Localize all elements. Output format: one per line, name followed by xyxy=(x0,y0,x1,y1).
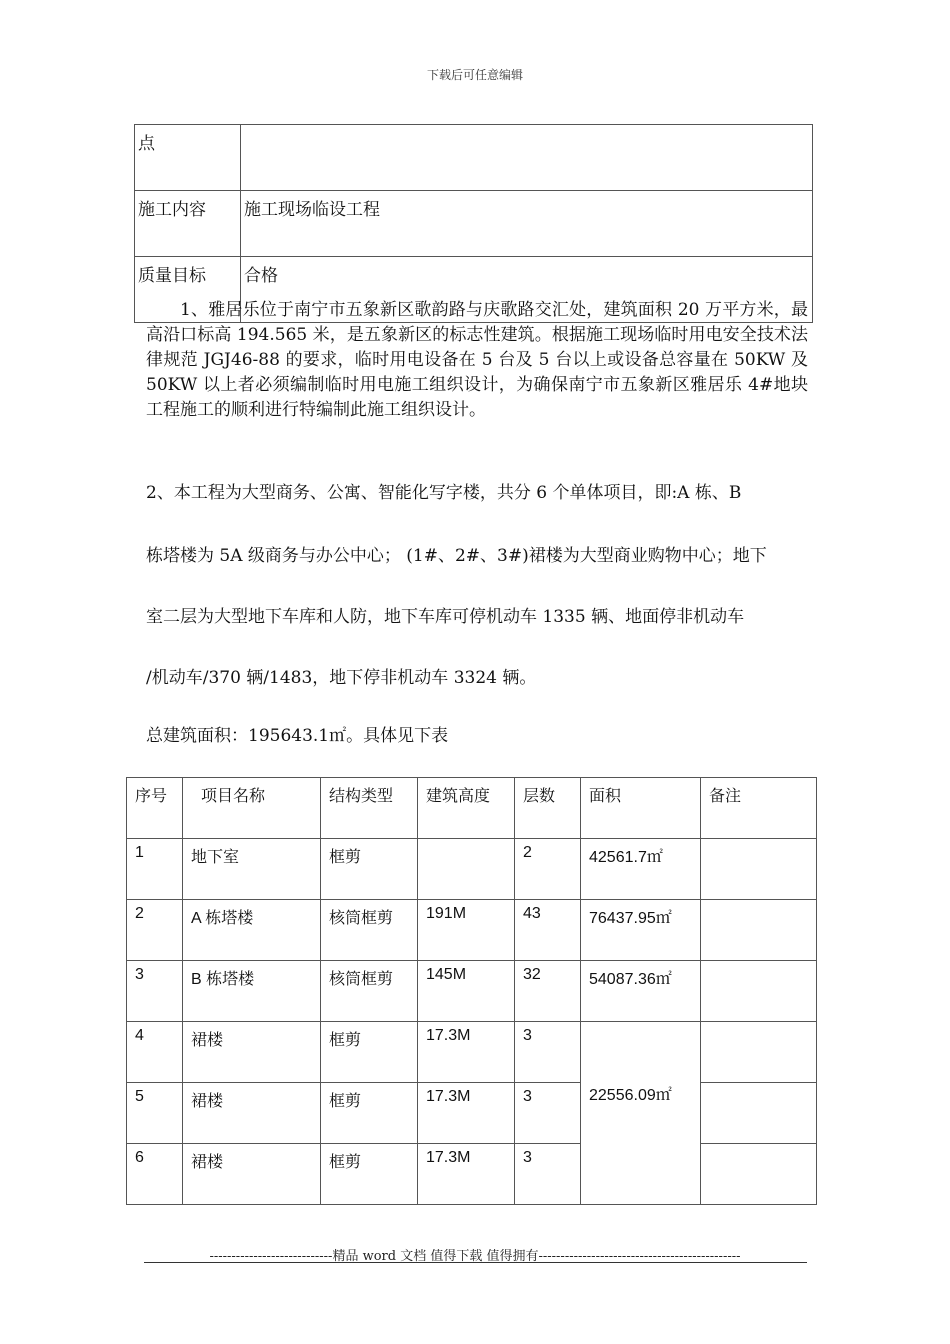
cell-note xyxy=(701,1083,817,1144)
table-row xyxy=(127,900,817,961)
cell-no: 5 xyxy=(127,1083,183,1144)
cell-structure: 框剪 xyxy=(321,1144,418,1205)
paragraph-1: 1、雅居乐位于南宁市五象新区歌韵路与庆歌路交汇处，建筑面积 20 万平方米，最高沿口标高 194.565 米，是五象新区的标志性建筑。根据施工现场临时用电安全技术法律规范 JGJ46-88 的要求，临时用电设备在 5 台及 5 台以上或设备总容量在 50KW 及 50KW 以上者必须编制临时用电施工组织设计，为确保南宁市五象新区雅居乐 4#地块工程施工的顺利进行特编制此施工组织设计。 xyxy=(146,300,808,420)
cell-structure: 核筒框剪 xyxy=(321,900,418,961)
paragraph-2-line: 2、本工程为大型商务、公寓、智能化写字楼，共分 6 个单体项目，即:A 栋、B xyxy=(146,483,742,503)
project-table xyxy=(126,777,817,1205)
cell-no: 2 xyxy=(127,900,183,961)
cell-name: B 栋塔楼 xyxy=(183,961,321,1022)
paragraph-2-line: 栋塔楼为 5A 级商务与办公中心； (1#、2#、3#)裙楼为大型商业购物中心；地下 xyxy=(146,546,767,566)
table-row xyxy=(127,839,817,900)
cell-structure: 核筒框剪 xyxy=(321,961,418,1022)
column-header: 结构类型 xyxy=(321,778,418,839)
cell-floors: 3 xyxy=(515,1022,581,1083)
cell-name: 裙楼 xyxy=(183,1144,321,1205)
cell-floors: 3 xyxy=(515,1144,581,1205)
footer-text: ----------------------------精品 word 文档 值得下载 值得拥有---------------------------------------------- xyxy=(209,1249,741,1264)
total-area-line: 总建筑面积：195643.1㎡。具体见下表 xyxy=(146,726,449,746)
cell-floors: 3 xyxy=(515,1083,581,1144)
cell-structure: 框剪 xyxy=(321,1083,418,1144)
column-header: 层数 xyxy=(515,778,581,839)
cell-height: 17.3M xyxy=(418,1144,515,1205)
cell-floors: 43 xyxy=(515,900,581,961)
cell-area: 42561.7㎡ xyxy=(581,839,701,900)
column-header: 备注 xyxy=(701,778,817,839)
paragraph-2-line: /机动车/370 辆/1483，地下停非机动车 3324 辆。 xyxy=(146,668,537,688)
info-label: 点 xyxy=(135,125,241,191)
cell-structure: 框剪 xyxy=(321,839,418,900)
cell-note xyxy=(701,900,817,961)
header-note: 下载后可任意编辑 xyxy=(426,68,523,82)
table-header-row xyxy=(127,778,817,839)
info-value: 施工现场临设工程 xyxy=(241,191,813,257)
info-label: 施工内容 xyxy=(135,191,241,257)
cell-note xyxy=(701,839,817,900)
cell-note xyxy=(701,961,817,1022)
table-row xyxy=(127,1022,817,1083)
cell-name: 裙楼 xyxy=(183,1022,321,1083)
cell-no: 1 xyxy=(127,839,183,900)
table-row xyxy=(127,1083,817,1144)
cell-name: 地下室 xyxy=(183,839,321,900)
cell-height: 145M xyxy=(418,961,515,1022)
info-label: 质量目标 xyxy=(135,257,241,323)
table-row xyxy=(127,1144,817,1205)
paragraph-2-line: 室二层为大型地下车库和人防，地下车库可停机动车 1335 辆、地面停非机动车 xyxy=(146,607,745,627)
cell-note xyxy=(701,1144,817,1205)
info-table xyxy=(134,124,813,323)
cell-note xyxy=(701,1022,817,1083)
cell-height: 191M xyxy=(418,900,515,961)
table-row xyxy=(127,961,817,1022)
cell-no: 4 xyxy=(127,1022,183,1083)
column-header: 序号 xyxy=(127,778,183,839)
cell-name: 裙楼 xyxy=(183,1083,321,1144)
footer-divider xyxy=(144,1262,807,1263)
cell-no: 3 xyxy=(127,961,183,1022)
cell-area-merged: 22556.09㎡ xyxy=(581,1022,701,1205)
cell-height: 17.3M xyxy=(418,1083,515,1144)
column-header: 面积 xyxy=(581,778,701,839)
cell-height: 17.3M xyxy=(418,1022,515,1083)
cell-structure: 框剪 xyxy=(321,1022,418,1083)
cell-floors: 32 xyxy=(515,961,581,1022)
cell-area: 76437.95㎡ xyxy=(581,900,701,961)
cell-no: 6 xyxy=(127,1144,183,1205)
info-row xyxy=(135,125,813,191)
cell-name: A 栋塔楼 xyxy=(183,900,321,961)
info-value xyxy=(241,125,813,191)
column-header: 建筑高度 xyxy=(418,778,515,839)
cell-height xyxy=(418,839,515,900)
cell-area: 54087.36㎡ xyxy=(581,961,701,1022)
column-header: 项目名称 xyxy=(183,778,321,839)
info-value: 合格 xyxy=(241,257,813,323)
cell-floors: 2 xyxy=(515,839,581,900)
info-row xyxy=(135,191,813,257)
